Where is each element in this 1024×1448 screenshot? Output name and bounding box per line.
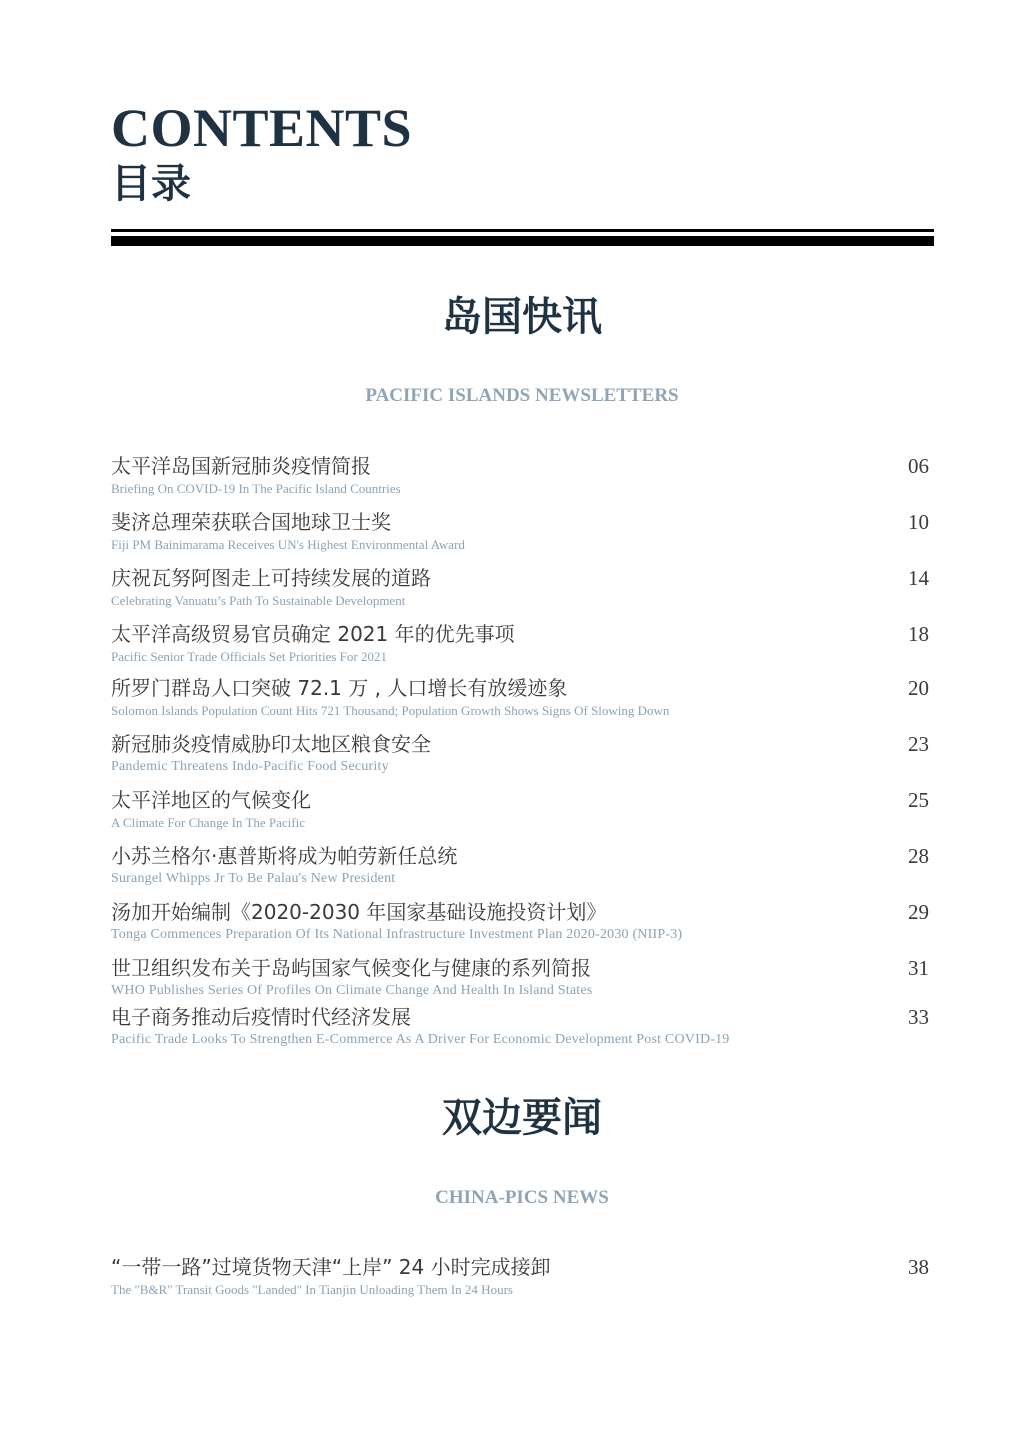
entry-title-en: Briefing On COVID-19 In The Pacific Island Countries (111, 481, 401, 496)
entry-title-cn: 庆祝瓦努阿图走上可持续发展的道路 (111, 566, 431, 590)
entry-page-number: 06 (908, 454, 929, 478)
entry-page-number: 38 (908, 1255, 929, 1279)
entry-title-en: Tonga Commences Preparation Of Its National Infrastructure Investment Plan 2020-2030 (NIIP-3) (111, 927, 683, 942)
section-title-en: CHINA-PICS NEWS (435, 1187, 609, 1208)
toc-entry[interactable] (111, 565, 931, 609)
section-title-cn: 双边要闻 (442, 1095, 602, 1141)
entry-page-number: 10 (908, 510, 929, 534)
entry-title-en: Pacific Trade Looks To Strengthen E-Commerce As A Driver For Economic Development Post COVID-19 (111, 1032, 730, 1047)
toc-entry[interactable] (111, 899, 931, 943)
toc-entry[interactable] (111, 621, 931, 665)
contents-title: CONTENTS (111, 98, 413, 158)
toc-entry[interactable] (111, 1254, 931, 1298)
entry-title-en: Celebrating Vanuatu’s Path To Sustainable Development (111, 593, 406, 608)
divider-thin (111, 229, 934, 232)
entry-title-cn: 太平洋岛国新冠肺炎疫情简报 (111, 454, 371, 478)
toc-entry[interactable] (111, 787, 931, 831)
entry-page-number: 25 (908, 788, 929, 812)
entry-title-cn: 太平洋地区的气候变化 (111, 788, 311, 812)
entry-title-en: Pandemic Threatens Indo-Pacific Food Security (111, 759, 389, 774)
divider-thick (111, 236, 934, 246)
entry-title-en: The "B&R" Transit Goods "Landed" In Tianjin Unloading Them In 24 Hours (111, 1282, 513, 1297)
entry-page-number: 33 (908, 1005, 929, 1029)
toc-entry[interactable] (111, 509, 931, 553)
entry-title-cn: 电子商务推动后疫情时代经济发展 (111, 1005, 411, 1029)
entry-title-en: Fiji PM Bainimarama Receives UN's Highest Environmental Award (111, 537, 465, 552)
toc-entry[interactable] (111, 955, 931, 999)
contents-title-cn: 目录 (111, 161, 191, 207)
section-title-cn: 岛国快讯 (442, 294, 602, 340)
entry-title-cn: 世卫组织发布关于岛屿国家气候变化与健康的系列简报 (111, 956, 591, 980)
entry-title-cn: 汤加开始编制《2020-2030 年国家基础设施投资计划》 (111, 900, 607, 924)
entry-title-cn: “一带一路”过境货物天津“上岸” 24 小时完成接卸 (111, 1255, 551, 1279)
entry-title-en: A Climate For Change In The Pacific (111, 815, 305, 830)
entry-title-en: Solomon Islands Population Count Hits 721 Thousand; Population Growth Shows Signs Of Slowing Down (111, 703, 670, 718)
entry-page-number: 28 (908, 844, 929, 868)
entry-title-en: Surangel Whipps Jr To Be Palau's New President (111, 871, 396, 886)
toc-entry[interactable] (111, 1004, 931, 1048)
entry-page-number: 20 (908, 676, 929, 700)
toc-entry[interactable] (111, 453, 931, 497)
entry-page-number: 31 (908, 956, 929, 980)
section-title-en: PACIFIC ISLANDS NEWSLETTERS (365, 385, 679, 406)
entry-title-cn: 新冠肺炎疫情威胁印太地区粮食安全 (111, 732, 431, 756)
entry-page-number: 18 (908, 622, 929, 646)
toc-entry[interactable] (111, 843, 931, 887)
entry-title-cn: 太平洋高级贸易官员确定 2021 年的优先事项 (111, 622, 515, 646)
toc-entry[interactable] (111, 731, 931, 775)
entry-page-number: 29 (908, 900, 929, 924)
entry-title-cn: 斐济总理荣获联合国地球卫士奖 (111, 510, 391, 534)
entry-title-cn: 所罗门群岛人口突破 72.1 万 , 人口增长有放缓迹象 (111, 676, 568, 700)
entry-page-number: 23 (908, 732, 929, 756)
entry-title-en: Pacific Senior Trade Officials Set Priorities For 2021 (111, 649, 387, 664)
entry-title-en: WHO Publishes Series Of Profiles On Climate Change And Health In Island States (111, 983, 593, 998)
toc-entry[interactable] (111, 675, 931, 719)
entry-title-cn: 小苏兰格尔·惠普斯将成为帕劳新任总统 (111, 844, 458, 868)
entry-page-number: 14 (908, 566, 929, 590)
